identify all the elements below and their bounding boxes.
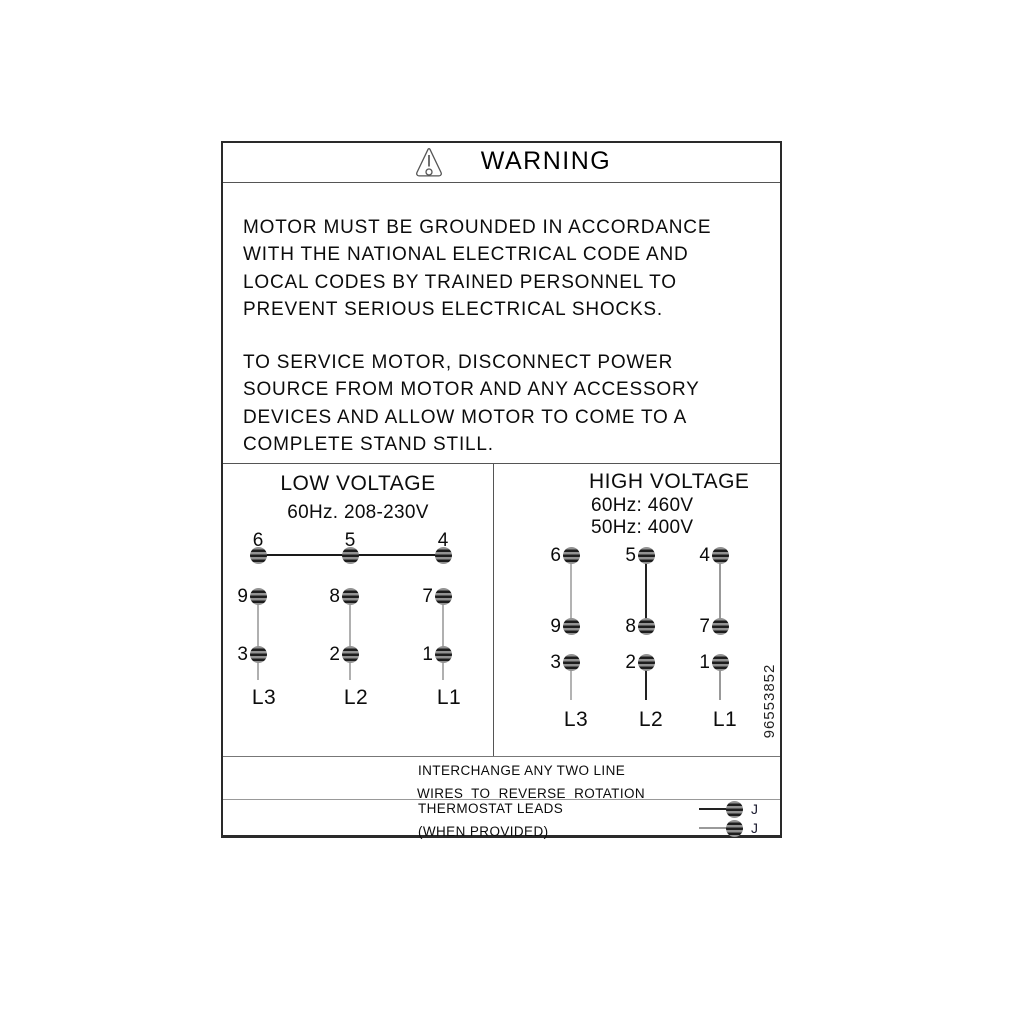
lv-terminal-2 (342, 646, 359, 663)
hv-line-L1: L1 (712, 708, 738, 731)
lv-line-L2: L2 (343, 686, 369, 709)
lv-terminal-7 (435, 588, 452, 605)
lv-terminal-label-3: 3 (237, 644, 248, 665)
header (223, 143, 780, 183)
hv-terminal-label-8: 8 (625, 616, 636, 637)
lv-terminal-8 (342, 588, 359, 605)
warning-title: WARNING (480, 147, 612, 175)
hv-terminal-label-6: 6 (550, 545, 561, 566)
hv-terminal-5 (638, 547, 655, 564)
notice-line: PREVENT SERIOUS ELECTRICAL SHOCKS. (243, 299, 663, 321)
thermostat-lead1-wire (699, 808, 729, 810)
hv-terminal-label-7: 7 (699, 616, 710, 637)
grounding-paragraph (243, 214, 711, 324)
thermostat-note (223, 799, 780, 839)
notice-line: TO SERVICE MOTOR, DISCONNECT POWER (243, 352, 674, 373)
rotation-note (223, 756, 780, 799)
notice-line: LOCAL CODES BY TRAINED PERSONNEL TO (243, 271, 677, 293)
hv-terminal-label-1: 1 (699, 652, 710, 673)
lv-terminal-label-1: 1 (422, 644, 433, 665)
high-voltage-title: HIGH VOLTAGE (589, 470, 750, 493)
hv-terminal-9 (563, 618, 580, 635)
hv-terminal-7 (712, 618, 729, 635)
thermostat-lead2-terminal (726, 820, 743, 837)
notice-text (223, 184, 780, 463)
thermostat-lead1-terminal (726, 801, 743, 818)
hv-terminal-1 (712, 654, 729, 671)
hv-terminal-6 (563, 547, 580, 564)
low-voltage-subtitle: 60Hz. 208-230V (287, 502, 429, 523)
lv-terminal-3 (250, 646, 267, 663)
hv-terminal-3 (563, 654, 580, 671)
lv-terminal-label-6: 6 (252, 530, 264, 551)
low-voltage-panel (223, 464, 493, 757)
thermostat-line1: THERMOSTAT LEADS (418, 801, 564, 816)
hv-terminal-2 (638, 654, 655, 671)
hv-terminal-label-4: 4 (699, 545, 710, 566)
thermostat-lead2-wire (699, 827, 729, 829)
lv-terminal-1 (435, 646, 452, 663)
lv-wire-9-3 (257, 596, 259, 680)
rotation-note-line1: INTERCHANGE ANY TWO LINE (418, 763, 626, 778)
high-voltage-panel (493, 464, 780, 757)
hv-wire-5-8 (645, 556, 647, 626)
hv-terminal-4 (712, 547, 729, 564)
lv-terminal-label-7: 7 (422, 586, 433, 607)
lv-line-L3: L3 (251, 686, 277, 709)
lv-terminal-label-8: 8 (329, 586, 340, 607)
low-voltage-title: LOW VOLTAGE (280, 472, 436, 495)
lv-terminal-label-9: 9 (237, 586, 248, 607)
part-number: 96553852 (761, 663, 778, 739)
hv-wire-6-9 (570, 556, 572, 626)
thermostat-lead1-label: J (751, 801, 758, 817)
motor-warning-label (221, 141, 782, 838)
hv-terminal-8 (638, 618, 655, 635)
lv-terminal-label-5: 5 (344, 530, 356, 551)
lv-terminal-9 (250, 588, 267, 605)
lv-line-L1: L1 (436, 686, 462, 709)
hv-terminal-label-9: 9 (550, 616, 561, 637)
hv-terminal-label-2: 2 (625, 652, 636, 673)
notice-line: DEVICES AND ALLOW MOTOR TO COME TO A (243, 406, 688, 428)
hv-line-L3: L3 (563, 708, 589, 731)
hv-line-L2: L2 (638, 708, 664, 731)
notice-line: SOURCE FROM MOTOR AND ANY ACCESSORY (243, 379, 700, 401)
lv-terminal-label-2: 2 (329, 644, 340, 665)
thermostat-lead2-label: J (751, 820, 758, 836)
hv-wire-4-7 (719, 556, 721, 626)
hv-terminal-label-3: 3 (550, 652, 561, 673)
warning-triangle-icon (415, 146, 443, 179)
thermostat-line2: (WHEN PROVIDED) (418, 824, 549, 839)
notice-line: MOTOR MUST BE GROUNDED IN ACCORDANCE (243, 217, 712, 238)
rotation-note-line2: WIRES TO REVERSE ROTATION (417, 786, 646, 801)
notice-line: COMPLETE STAND STILL. (243, 434, 494, 456)
lv-terminal-label-4: 4 (437, 530, 449, 551)
high-voltage-freq1: 60Hz: 460V (591, 495, 694, 516)
high-voltage-freq2: 50Hz: 400V (591, 517, 694, 538)
notice-line: WITH THE NATIONAL ELECTRICAL CODE AND (243, 244, 689, 266)
hv-terminal-label-5: 5 (625, 545, 636, 566)
lv-wire-7-1 (442, 596, 444, 680)
lv-wire-8-2 (349, 596, 351, 680)
wiring-diagrams (223, 463, 780, 756)
service-paragraph (243, 349, 700, 459)
